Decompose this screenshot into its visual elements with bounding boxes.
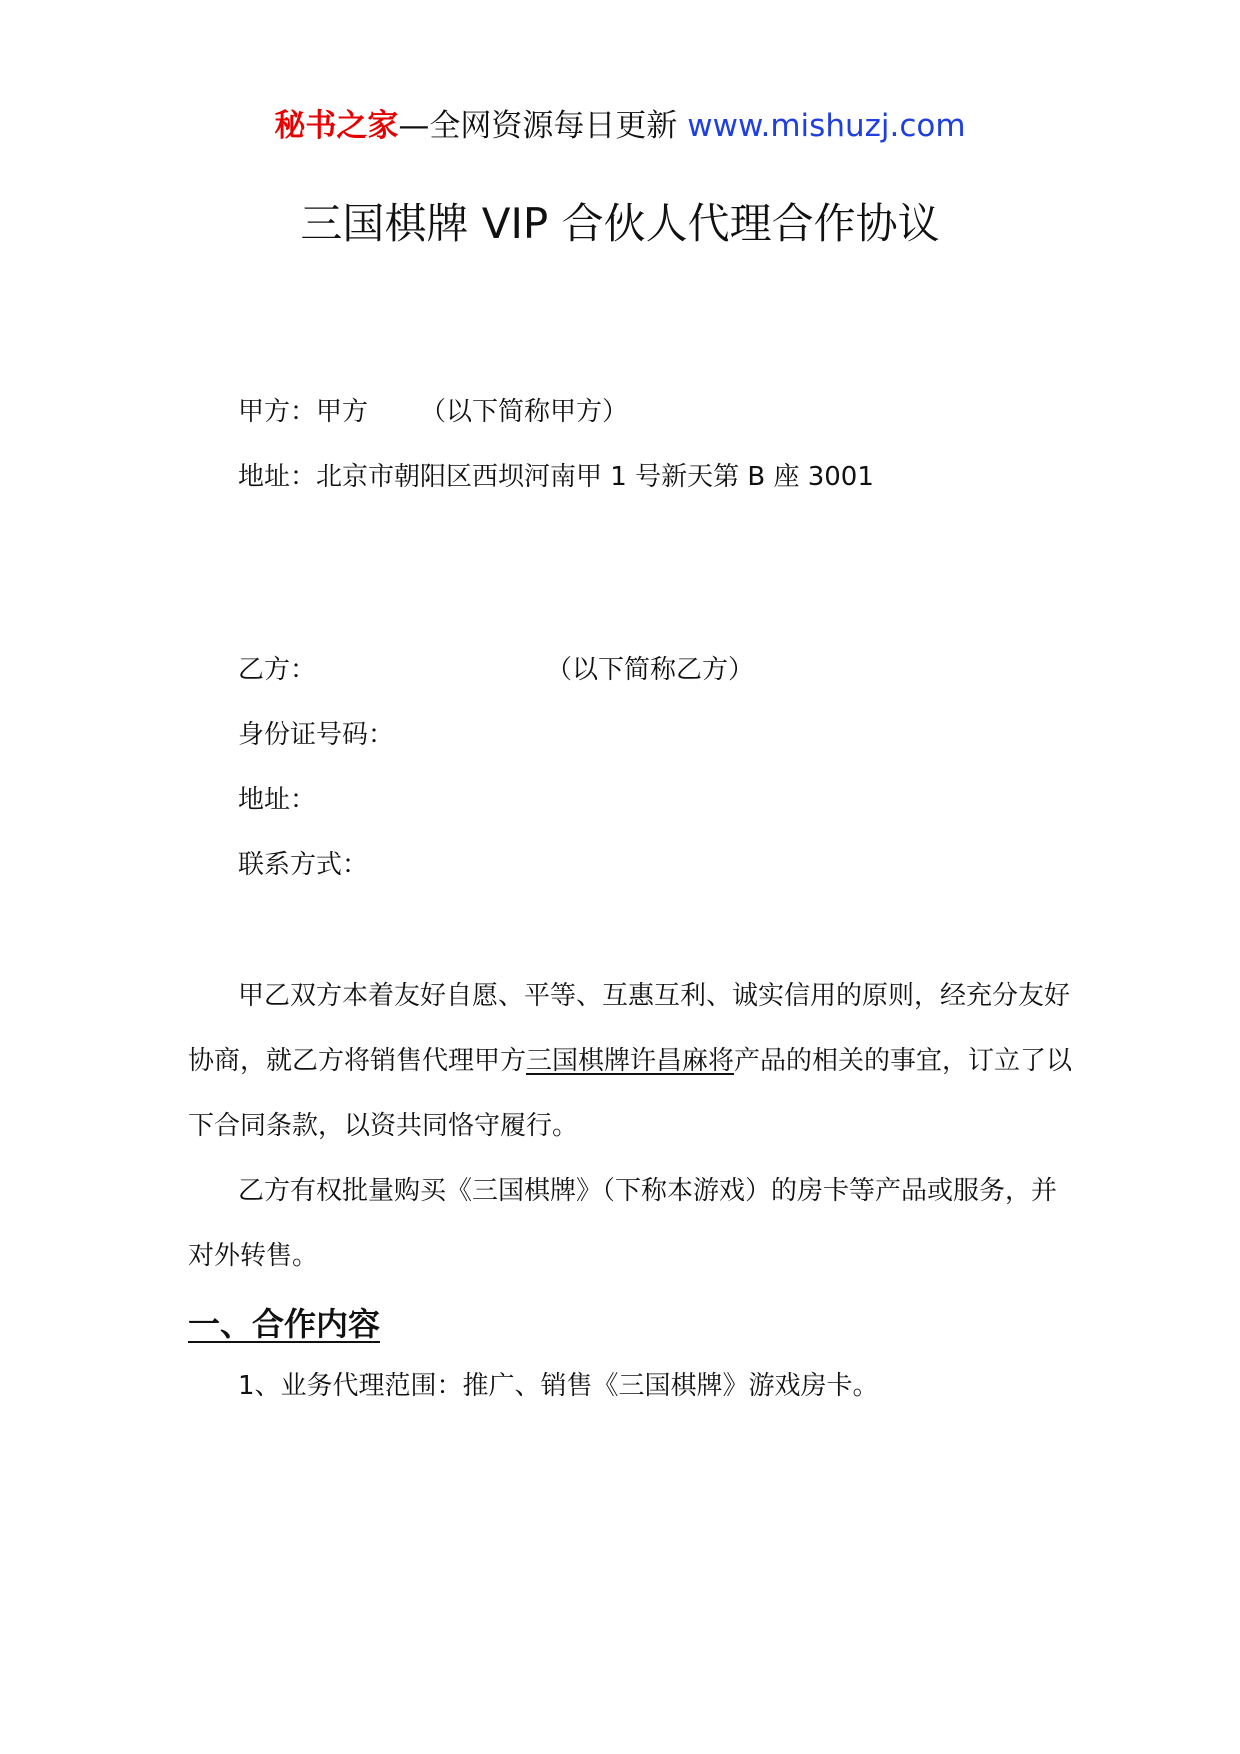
- paragraph-1-line-2: [188, 1043, 1072, 1079]
- party-b-contact-label: 联系方式：: [238, 850, 369, 880]
- paragraph-2-line-2: 对外转售。: [188, 1241, 319, 1271]
- paragraph-2-line-1: 乙方有权批量购买《三国棋牌》（下称本游戏）的房卡等产品或服务，并: [238, 1176, 1058, 1206]
- party-b-id-line: [238, 717, 394, 753]
- paragraph-1-line-1: 甲乙双方本着友好自愿、平等、互惠互利、诚实信用的原则，经充分友好: [238, 981, 1071, 1011]
- product-name-underlined: 三国棋牌许昌麻将: [526, 1046, 735, 1076]
- party-a-address: 北京市朝阳区西坝河南甲 1 号新天第 B 座 3001: [316, 462, 874, 492]
- site-header: [0, 104, 1240, 148]
- party-b-note: （以下简称乙方）: [546, 655, 755, 685]
- party-b-address-line: [238, 782, 316, 818]
- party-a-name: 甲方: [316, 397, 369, 427]
- party-a-line: [238, 394, 628, 430]
- party-a-address-line: [238, 459, 874, 495]
- header-slogan: —全网资源每日更新: [398, 108, 688, 144]
- party-b-line: [238, 652, 754, 688]
- site-url-link[interactable]: www.mishuzj.com: [687, 108, 966, 144]
- paragraph-1-line-2-post: 产品的相关的事宜，订立了以: [734, 1046, 1073, 1076]
- party-b-id-label: 身份证号码：: [238, 720, 395, 750]
- party-b-address-label: 地址：: [238, 785, 317, 815]
- brand-name: 秘书之家: [274, 108, 399, 144]
- party-a-note: （以下简称甲方）: [420, 397, 629, 427]
- party-b-contact-line: [238, 847, 368, 883]
- section-1-item-1: 1、业务代理范围：推广、销售《三国棋牌》游戏房卡。: [238, 1371, 879, 1401]
- paragraph-1-line-2-pre: 协商，就乙方将销售代理甲方: [188, 1046, 527, 1076]
- party-b-label: 乙方：: [238, 655, 317, 685]
- section-1-heading: 一、合作内容: [188, 1305, 381, 1343]
- document-title: 三国棋牌 VIP 合伙人代理合作协议: [300, 199, 940, 248]
- paragraph-1-line-3: 下合同条款，以资共同恪守履行。: [188, 1111, 579, 1141]
- party-a-address-label: 地址：: [238, 462, 317, 492]
- party-a-label: 甲方：: [238, 397, 317, 427]
